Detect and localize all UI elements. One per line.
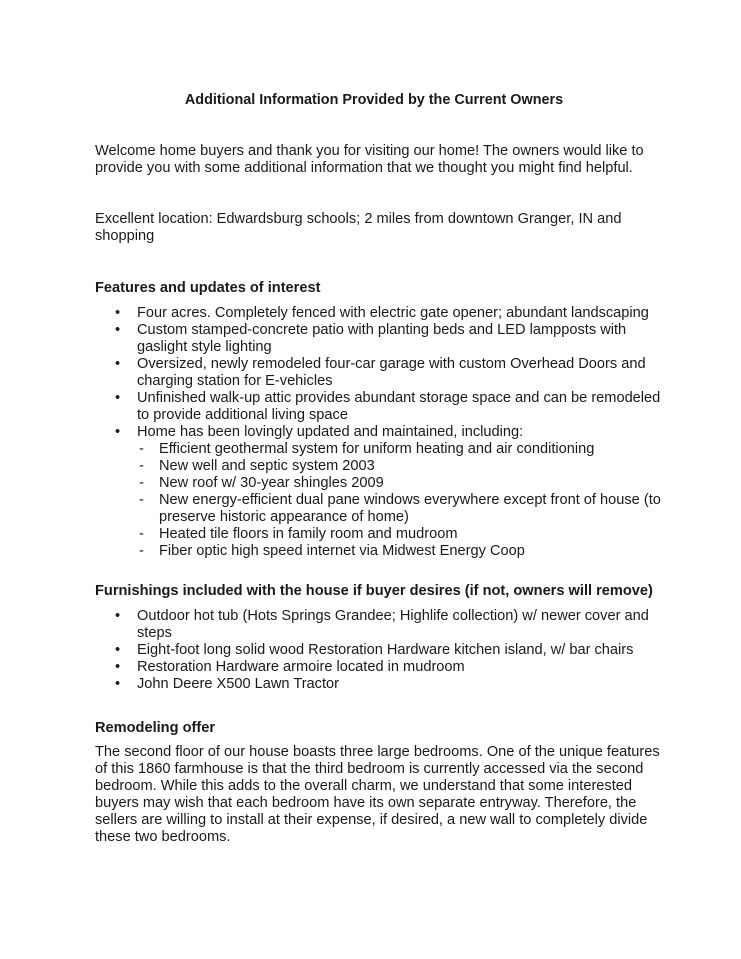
furnishings-section [95, 583, 665, 693]
remodeling-section [95, 720, 665, 846]
list-item: • Unfinished walk-up attic provides abundant storage space and can be remodeled to provide additional living space [95, 390, 665, 424]
features-list [95, 305, 665, 560]
features-heading: Features and updates of interest [95, 280, 321, 296]
remodeling-paragraph: The second floor of our house boasts three large bedrooms. One of the unique features of this 1860 farmhouse is that the third bedroom is currently accessed via the second bedroom. While this adds to the overall charm, we understand that some interested buyers may wish that each bedroom have its own separate entryway. Therefore, the sellers are willing to install at their expense, if desired, a new wall to completely divide these two bedrooms. [95, 744, 660, 845]
remodeling-heading: Remodeling offer [95, 720, 215, 736]
list-item: • Eight-foot long solid wood Restoration Hardware kitchen island, w/ bar chairs [95, 642, 665, 659]
list-item: • Custom stamped-concrete patio with planting beds and LED lampposts with gaslight style lighting [95, 322, 665, 356]
sublist-item: - New roof w/ 30-year shingles 2009 [137, 475, 665, 492]
list-item-label: Home has been lovingly updated and maintained, including: [137, 424, 524, 440]
sublist-item: - New well and septic system 2003 [137, 458, 665, 475]
features-section [95, 280, 665, 560]
furnishings-list [95, 608, 665, 693]
sublist-item: - Efficient geothermal system for uniform heating and air conditioning [137, 441, 665, 458]
intro-paragraph: Welcome home buyers and thank you for visiting our home! The owners would like to provide you with some additional information that we thought you might find helpful. [95, 143, 644, 176]
sublist-item: - New energy-efficient dual pane windows everywhere except front of house (to preserve historic appearance of home) [137, 492, 665, 526]
furnishings-heading: Furnishings included with the house if buyer desires (if not, owners will remove) [95, 583, 653, 599]
list-item-updates [95, 424, 665, 560]
list-item: • John Deere X500 Lawn Tractor [95, 676, 665, 693]
sublist-item: - Fiber optic high speed internet via Midwest Energy Coop [137, 543, 665, 560]
list-item: • Oversized, newly remodeled four-car garage with custom Overhead Doors and charging station for E-vehicles [95, 356, 665, 390]
list-item: • Outdoor hot tub (Hots Springs Grandee; Highlife collection) w/ newer cover and steps [95, 608, 665, 642]
page-title: Additional Information Provided by the Current Owners [184, 92, 564, 108]
updates-sublist [137, 441, 665, 560]
list-item: • Restoration Hardware armoire located in mudroom [95, 659, 665, 676]
location-paragraph: Excellent location: Edwardsburg schools; 2 miles from downtown Granger, IN and shopping [95, 211, 622, 244]
sublist-item: - Heated tile floors in family room and mudroom [137, 526, 665, 543]
list-item: • Four acres. Completely fenced with electric gate opener; abundant landscaping [95, 305, 665, 322]
